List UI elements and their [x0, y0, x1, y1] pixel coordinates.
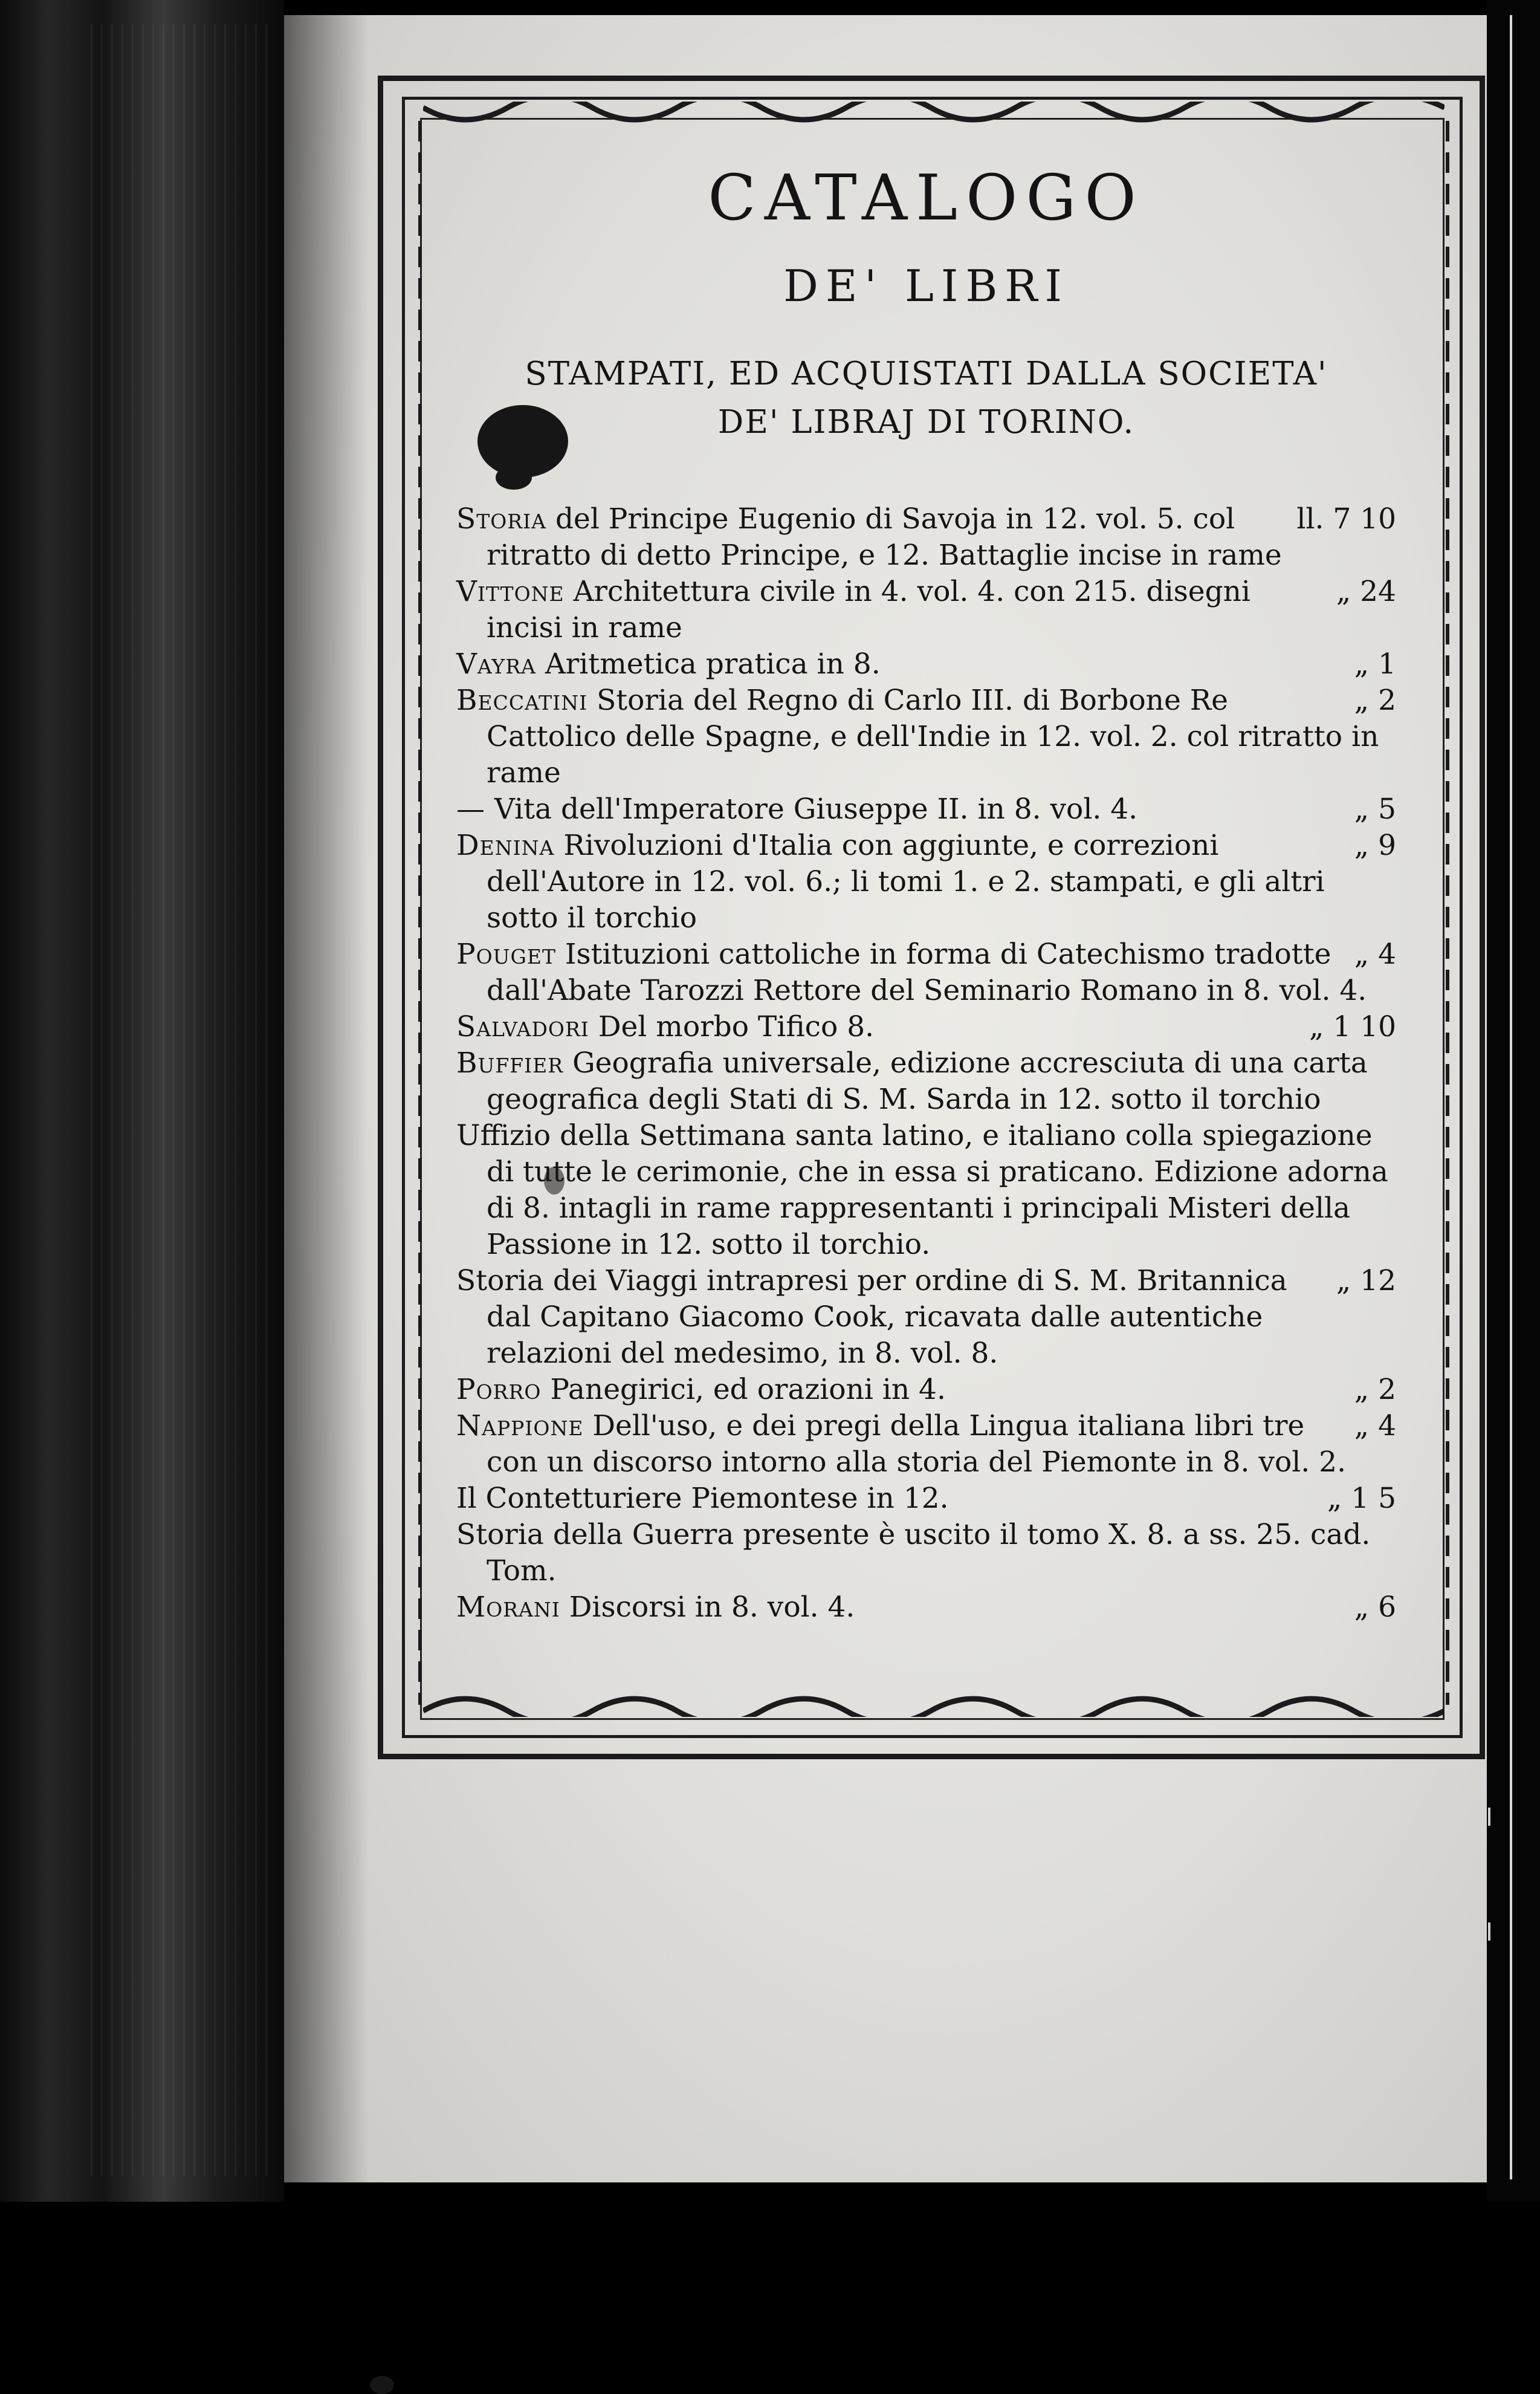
book-author: Nappione: [456, 1409, 584, 1442]
book-entry: [456, 574, 1396, 646]
book-description: Del morbo Tifico 8.: [598, 1010, 875, 1043]
book-author: Morani: [456, 1591, 560, 1624]
book-description: Geografia universale, edizione accresciuta di una carta geografica degli Stati di S. M. Sarda in 12. sotto il torchio: [487, 1046, 1368, 1116]
book-price: „ 1 5: [1327, 1482, 1396, 1515]
book-price: „ 1 10: [1309, 1010, 1396, 1043]
book-entry: [456, 1009, 1396, 1045]
book-entry: [456, 1408, 1396, 1481]
left-garland: [411, 121, 429, 1705]
book-author: Salvadori: [456, 1010, 589, 1043]
book-description: Vita dell'Imperatore Giuseppe II. in 8. vol. 4.: [494, 793, 1138, 826]
book-entry: [456, 1045, 1396, 1118]
book-entry: [456, 936, 1396, 1009]
book-description: Discorsi in 8. vol. 4.: [569, 1591, 855, 1624]
bottom-garland: [423, 1693, 1445, 1717]
book-entry: [456, 828, 1396, 936]
book-entry: [456, 1263, 1396, 1372]
book-price: „ 9: [1354, 829, 1396, 862]
book-description: del Principe Eugenio di Savoja in 12. vol. 5. col ritratto di detto Principe, e 12. Battaglie incise in rame: [487, 502, 1282, 572]
book-description: Aritmetica pratica in 8.: [545, 647, 881, 681]
book-list: [456, 501, 1396, 1626]
book-description: Rivoluzioni d'Italia con aggiunte, e correzioni dell'Autore in 12. vol. 6.; li tomi 1. e 2. stampati, e gli altri sotto il torchio: [487, 829, 1325, 935]
scan-edge-tick: [1488, 1808, 1490, 1826]
book-author: Porro: [456, 1373, 542, 1406]
book-author: Vayra: [456, 647, 536, 681]
book-author: Vittone: [456, 575, 565, 608]
top-garland: [423, 102, 1445, 126]
book-price: „ 4: [1354, 1409, 1396, 1442]
book-entry: [456, 646, 1396, 683]
right-garland: [1438, 121, 1457, 1705]
book-price: „ 2: [1354, 1373, 1396, 1406]
catalog-content: [456, 151, 1396, 1693]
book-description: Architettura civile in 4. vol. 4. con 215. disegni incisi in rame: [487, 575, 1250, 644]
book-description: Storia dei Viaggi intrapresi per ordine di S. M. Britannica dal Capitano Giacomo Cook, ricavata dalle autentiche relazioni del medesimo, in 8. vol. 8.: [456, 1264, 1287, 1370]
book-description: Panegirici, ed orazioni in 4.: [550, 1373, 946, 1406]
publisher-line-1: STAMPATI, ED ACQUISTATI DALLA SOCIETA': [525, 355, 1328, 392]
book-price: „ 2: [1354, 684, 1396, 717]
book-entry: [456, 1517, 1396, 1589]
book-entry: [456, 1481, 1396, 1517]
book-entry: [456, 1372, 1396, 1408]
book-description: Istituzioni cattoliche in forma di Catechismo tradotte dall'Abate Tarozzi Rettore del Seminario Romano in 8. vol. 4.: [487, 938, 1367, 1007]
book-author: Denina: [456, 829, 555, 862]
book-author: Pouget: [456, 938, 556, 971]
book-author: Beccatini: [456, 684, 588, 717]
book-description: Dell'uso, e dei pregi della Lingua italiana libri tre con un discorso intorno alla storia del Piemonte in 8. vol. 2.: [487, 1409, 1347, 1479]
book-entry: [456, 791, 1396, 828]
scan-right-margin: [1487, 0, 1540, 2202]
book-description: Storia della Guerra presente è uscito il tomo X. 8. a ss. 25. cad. Tom.: [456, 1518, 1371, 1588]
book-author: Storia: [456, 502, 546, 536]
book-price: „ 24: [1336, 575, 1396, 608]
foxing-spot: [370, 2376, 394, 2394]
book-author: —: [456, 793, 485, 826]
book-price: „ 5: [1354, 793, 1396, 826]
book-description: Storia del Regno di Carlo III. di Borbone Re Cattolico delle Spagne, e dell'Indie in 12. vol. 2. col ritratto in rame: [487, 684, 1379, 790]
book-description: Il Contetturiere Piemontese in 12.: [456, 1482, 949, 1515]
spine-texture: [91, 24, 272, 2176]
scan-edge-line: [1510, 15, 1512, 2179]
book-entry: [456, 683, 1396, 791]
book-price: „ 12: [1336, 1264, 1396, 1297]
scan-edge-tick: [1488, 1922, 1490, 1941]
book-price: „ 6: [1354, 1591, 1396, 1624]
publisher-heading: [456, 350, 1396, 447]
page-gutter-shadow: [284, 15, 369, 2182]
catalog-title: CATALOGO: [708, 161, 1145, 235]
book-price: ll. 7 10: [1296, 502, 1396, 536]
book-description: Uffizio della Settimana santa latino, e italiano colla spiegazione di tutte le cerimonie, che in essa si praticano. Edizione adorna di 8. intagli in rame rappresentanti i principali Misteri della Passione in 12. sotto il torchio.: [456, 1119, 1388, 1261]
book-author: Buffier: [456, 1046, 564, 1080]
book-entry: [456, 501, 1396, 574]
catalog-subtitle: DE' LIBRI: [783, 261, 1069, 311]
book-entry: [456, 1589, 1396, 1626]
book-entry: [456, 1118, 1396, 1263]
book-price: „ 4: [1354, 938, 1396, 971]
publisher-line-2: DE' LIBRAJ DI TORINO.: [717, 404, 1135, 441]
book-price: „ 1: [1354, 647, 1396, 681]
